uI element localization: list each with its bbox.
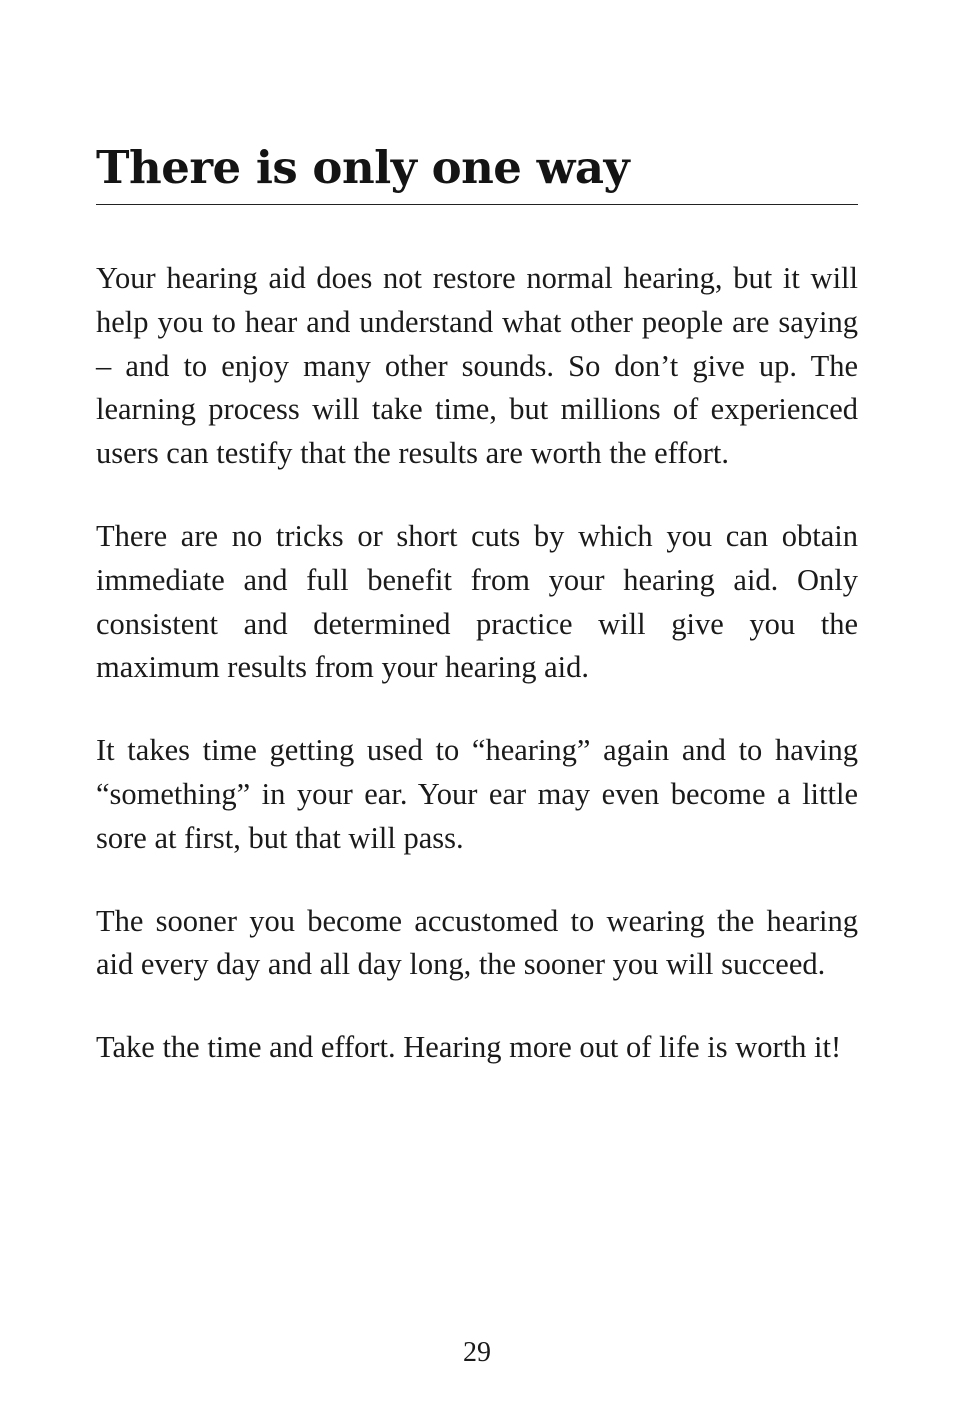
body-text [96, 257, 858, 1070]
page-title: There is only one way [96, 141, 630, 194]
paragraph-5: Take the time and effort. Hearing more out of life is worth it! [96, 1030, 842, 1065]
paragraph-4: The sooner you become accustomed to wearing the hearing aid every day and all day long, the sooner you will succeed. [96, 903, 858, 982]
page-content [96, 138, 858, 1109]
paragraph-2: There are no tricks or short cuts by which you can obtain immediate and full benefit from your hearing aid. Only consistent and determined practice will give you the maximum results from your hearing aid. [96, 518, 858, 685]
title-divider [96, 204, 858, 205]
paragraph-3: It takes time getting used to “hearing” again and to having “something” in your ear. Your ear may even become a little sore at first, but that will pass. [96, 733, 858, 855]
page-number: 29 [463, 1337, 491, 1368]
paragraph-1: Your hearing aid does not restore normal hearing, but it will help you to hear and understand what other people are saying – and to enjoy many other sounds. So don’t give up. The learning process will take time, but millions of experienced users can testify that the results are worth the effort. [96, 261, 858, 471]
